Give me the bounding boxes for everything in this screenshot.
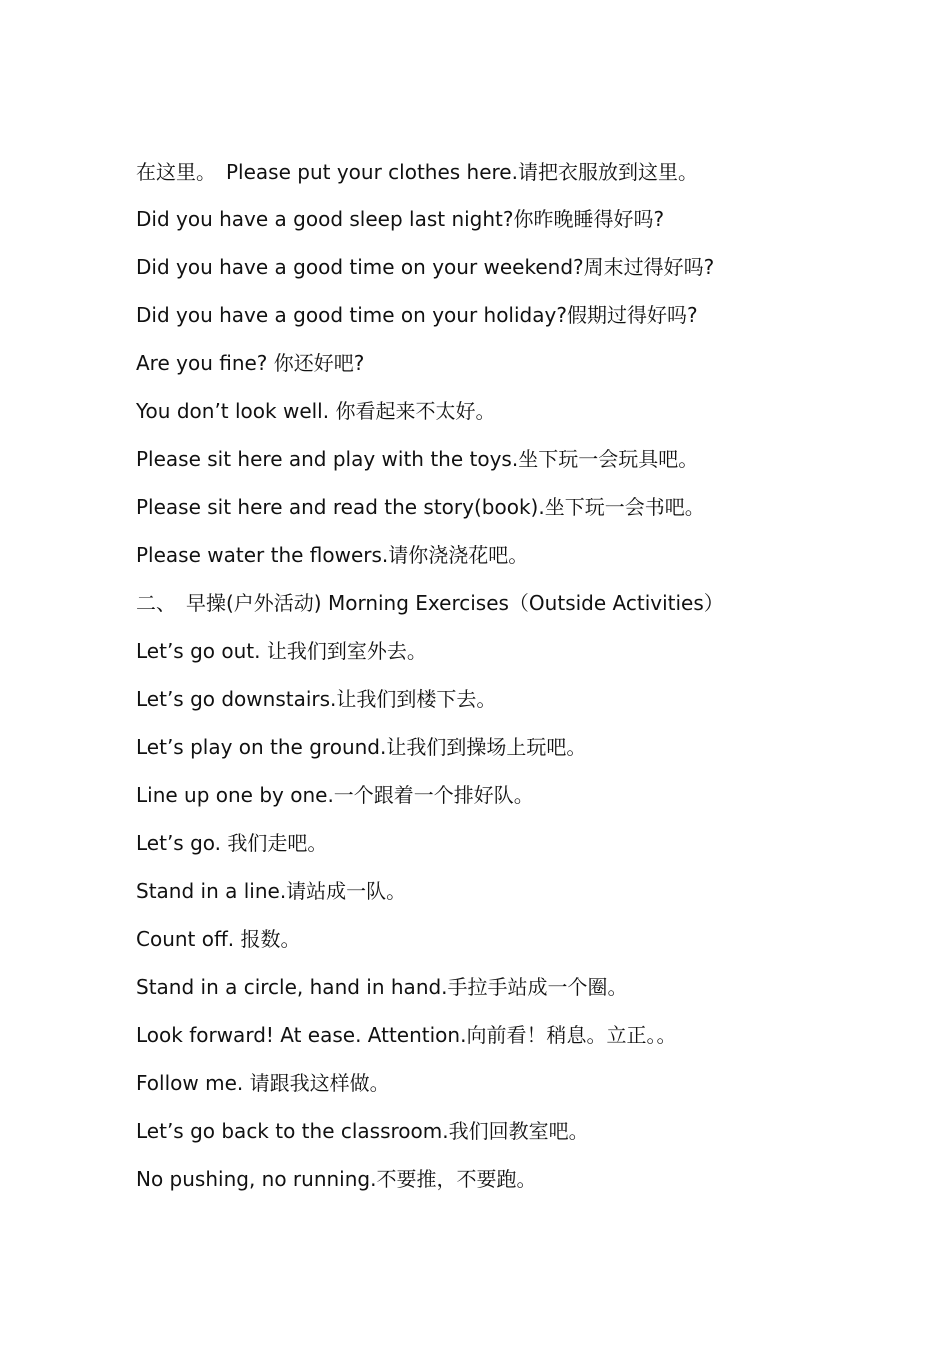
text-line: Stand in a circle, hand in hand.手拉手站成一个圈。 [136,975,628,999]
text-line: Let’s go out. 让我们到室外去。 [136,639,427,663]
text-line: Count off. 报数。 [136,927,301,951]
text-line: Please water the flowers.请你浇浇花吧。 [136,543,529,567]
text-line: Please sit here and read the story(book).坐下玩一会书吧。 [136,495,705,519]
text-line: You don’t look well. 你看起来不太好。 [136,399,496,423]
text-line: Are you fine? 你还好吧? [136,351,365,375]
text-line: No pushing, no running.不要推，不要跑。 [136,1167,537,1191]
text-line: Follow me. 请跟我这样做。 [136,1071,390,1095]
text-line: Line up one by one.一个跟着一个排好队。 [136,783,534,807]
text-line: Let’s play on the ground.让我们到操场上玩吧。 [136,735,587,759]
text-line: Did you have a good time on your weekend?周末过得好吗? [136,255,715,279]
text-line: Let’s go back to the classroom.我们回教室吧。 [136,1119,589,1143]
text-line: Stand in a line.请站成一队。 [136,879,407,903]
text-line: Look forward! At ease. Attention.向前看！稍息。立正。。 [136,1023,677,1047]
text-line: Did you have a good time on your holiday?假期过得好吗? [136,303,698,327]
text-line: Let’s go downstairs.让我们到楼下去。 [136,687,497,711]
text-line: Did you have a good sleep last night?你昨晚睡得好吗? [136,207,665,231]
section-heading: 二、 早操(户外活动) Morning Exercises（Outside Activities） [136,591,724,615]
text-line: Please sit here and play with the toys.坐下玩一会玩具吧。 [136,447,699,471]
text-line: Let’s go. 我们走吧。 [136,831,328,855]
text-line: 在这里。 Please put your clothes here.请把衣服放到这里。 [136,160,698,184]
